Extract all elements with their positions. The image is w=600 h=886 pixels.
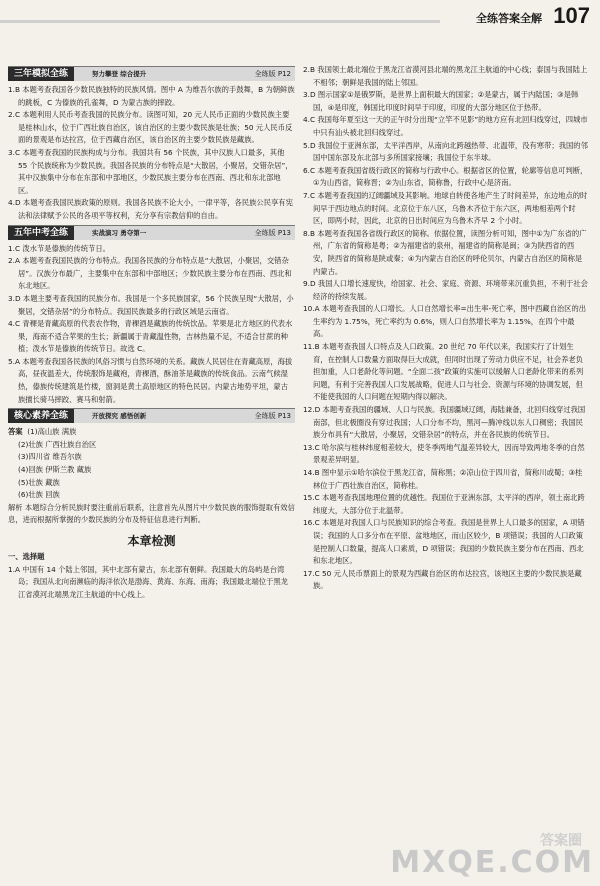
page-number: 107: [553, 3, 590, 28]
answer-item: 6.C 本题考查我国省级行政区的简称与行政中心。根据省区的位置，轮廓等信息可判断，①为山西省，简称晋；②为山东省，简称鲁，行政中心是济南。: [303, 165, 588, 188]
section-tag: 开放探究 感悟创新: [92, 412, 147, 421]
answer-item: 1.B 本题考查我国各少数民族独特的民族风情。图中 A 为维吾尔族的手鼓舞，B 为朝鲜族的跳板，C 为傣族的孔雀舞，D 为蒙古族的摔跤。: [8, 85, 295, 107]
answer-item: 12.D 本题考查我国的疆域、人口与民族。我国疆域辽阔，海陆兼备，北回归线穿过我国南部，但北极圈没有穿过我国；人口分布不均，黑河—腾冲线以东人口稠密；我国民族分布具有“大散居，小聚居，交错杂居”的特点，并在各民族的传统节日。: [303, 405, 586, 440]
answer-item: 5.D 我国位于亚洲东部，太平洋西岸，从南向北跨越热带、北温带，没有寒带；我国的邻国中国东部及东北部与多所国家接壤；我国位于东半球。: [303, 140, 588, 163]
section-tag: 实战演习 勇夺第一: [92, 228, 147, 237]
answer-value: (6)壮族 回族: [18, 490, 60, 500]
answer-item: 11.B 本题考查我国人口特点及人口政策。20 世纪 70 年代以来，我国实行了计划生育，在控制人口数量方面取得巨大成就，但同时出现了劳动力供应不足，社会养老负担加重，人口老龄化等问题。“全面二孩”政策的实施可以缓解人口老龄化带来的系列问题，有利于完善我国人口发展战略，促进人口与社会、资源与环境的协调发展，但不能使我国的人口问题在短期内得以解决。: [303, 342, 584, 402]
page-header: [0, 0, 600, 34]
answer-item: 16.C 本题是对我国人口与民族知识的综合考查。我国是世界上人口最多的国家，A 项错误；我国的人口多分布在平原、盆地地区，而山区较少，B 项错误；我国的人口政策是控制人口数量，提高人口素质，D 项错误；我国的少数民族主要分布在西南、西北和东北地区。: [303, 518, 585, 566]
answer-item: 4.D 本题考查我国民族政策的原则。我国各民族不论大小，一律平等，各民族公民享有宪法和法律赋予公民的各项平等权利，充分享有宗教信仰的自由。: [8, 198, 293, 220]
section-ref: 全练版 P12: [254, 70, 291, 78]
answer-line: [8, 426, 295, 439]
answer-item: 4.C 青稞是青藏高原的代表农作物，青稞酒是藏族的传统饮品。苹果是北方地区的代表水果，海南不适合苹果的生长；新疆属于青藏温性物，吉林热量不足，不适合甘蔗的种植；泼水节是傣族的传统节日。故选 C。: [8, 319, 293, 354]
answer-item: 7.C 本题考查我国的辽阔疆域及其影响。地球自转使各地产生了时间差异，东边地点的时间早于西边地点的时间。北京位于东八区，乌鲁木齐位于东六区，两地相差两个时区，即两小时，因此，北京的日出时间应为乌鲁木齐早 2 个小时。: [303, 190, 588, 226]
answer-label: 答案: [8, 427, 23, 437]
answer-item: 15.C 本题考查我国地理位置的优越性。我国位于亚洲东部，太平洋的西岸，领土南北跨纬度大，大部分位于北温带。: [303, 493, 585, 515]
header-title: 全练答案全解: [476, 12, 542, 25]
section-ref: 全练版 P13: [254, 228, 291, 237]
answer-item: 14.B 图中显示①哈尔滨位于黑龙江省，简称黑；②凉山位于四川省，简称川或蜀；③桂林位于广西壮族自治区，简称桂。: [303, 468, 583, 490]
section-tag: 努力攀登 综合提升: [92, 70, 147, 78]
answer-item: 2.A 本题考查我国民族的分布特点。我国各民族的分布特点是“大散居，小聚居，交错杂居”。汉族分布最广，主要集中在东部和中部地区；少数民族主要分布在西南、西北和东北地区。: [8, 256, 292, 291]
section-header-wunian: [8, 225, 295, 240]
answer-item: 5.A 本题考查我国各民族的风俗习惯与自然环境的关系。藏族人民居住在青藏高原，海拔高，昼夜温差大，传统服饰是藏袍，青稞酒，酥油茶是藏族的传统食品。云南气候湿热，傣族传统建筑是竹楼，窗洞是黄土高原地区的特色民居。内蒙古地势平坦，蒙古族擅长骑马摔跤、赛马和射箭。: [8, 356, 293, 404]
chapter-test-title: 本章检测: [127, 534, 176, 548]
section-ref: 全练版 P13: [254, 412, 291, 421]
answer-value: (1)高山族 满族: [27, 427, 77, 437]
analysis-text: 解析 本题综合分析民族时要注重前后联系，注意首先从图片中少数民族的服饰提取有效信息，进而根据所掌握的少数民族的分布及特征信息进行判断。: [8, 502, 295, 525]
chapter-test-subtitle: 一、选择题: [8, 552, 45, 561]
answer-value: (5)壮族 藏族: [18, 477, 60, 487]
answer-value: (4)回族 伊斯兰教 藏族: [18, 465, 92, 475]
answer-item: 1.A 中国有 14 个陆上邻国，其中北部有蒙古，东北部有朝鲜。我国最大的岛屿是台湾岛；我国从北向南濒临的海洋依次是渤海、黄海、东海、南海；我国最北端位于黑龙江省漠河北端黑龙江主航道的中心线上。: [8, 564, 288, 599]
answer-item: 8.B 本题考查我国各省级行政区的简称。依据位置，读图分析可知，图中①为广东省的广州，广东省的简称是粤；②为福建省的泉州，福建省的简称是闽；③为陕西省的西安，陕西省的简称是陕或秦；④为内蒙古自治区的呼伦贝尔，内蒙古自治区的简称是内蒙古。: [303, 228, 587, 276]
answer-value: (2)壮族 广西壮族自治区: [18, 439, 97, 449]
section-header-sannian: [8, 66, 295, 81]
left-column: [8, 64, 295, 601]
section-title: 三年模拟全练: [8, 67, 74, 81]
answer-item: 17.C 50 元人民币票面上的景观为西藏自治区的布达拉宫，该地区主要的少数民族是藏族。: [303, 568, 582, 591]
answer-item: 2.B 我国领土最北端位于黑龙江省漠河县北端的黑龙江主航道的中心线；泰国与我国陆上不相邻；朝鲜是我国的陆上邻国。: [303, 65, 588, 87]
right-column: [303, 64, 588, 593]
header-rule: [0, 20, 440, 23]
section-header-hexin: [8, 408, 295, 423]
section-title: 核心素养全练: [8, 409, 74, 423]
answer-item: 3.C 本题考查我国的民族构成与分布。我国共有 56 个民族，其中汉族人口最多，其他 55 个民族统称为少数民族。我国各民族的分布特点是“大散居，小聚居，交错杂居”，其中汉族集中分布在东部和中部地区，少数民族主要分布在西南、西北和东北部地区。: [8, 147, 293, 195]
answer-item: 10.A 本题考查我国的人口增长。人口自然增长率=出生率-死亡率，图中西藏自治区的出生率约为 1.75%，死亡率约为 0.6%，则人口自然增长率为 1.15%，在四个中最高。: [303, 304, 587, 339]
answer-item: 9.D 我国人口增长速度快，给国家、社会、家庭、资源、环境带来沉重负担，不利于社会经济的持续发展。: [303, 279, 588, 301]
section-title: 五年中考全练: [8, 226, 74, 240]
answer-item: 3.D 图示国家①是俄罗斯，是世界上面积最大的国家；②是蒙古，属于内陆国；③是韩国，④是印度，韩国比印度时间早于印度，印度的大部分地区位于热带。: [303, 90, 579, 112]
answer-item: 4.C 我国每年夏至这一天的正午时分出现“立竿不见影”的地方应有北回归线穿过，四城市中只有汕头被北回归线穿过。: [303, 115, 588, 137]
watermark-sub: 答案圈: [540, 833, 582, 849]
answer-item: 2.C 本题利用人民币考查我国的民族分布。读图可知，20 元人民币正面的少数民族主要是桂林山水，位于广西壮族自治区，该自治区的主要少数民族是壮族；50 元人民币反面的景观是布达拉宫，位于西藏自治区，该自治区的主要少数民族是藏族。: [8, 110, 293, 145]
answer-item: 3.D 本题主要考查我国的民族分布。我国是一个多民族国家，56 个民族呈现“大散居，小聚居，交错杂居”的分布特点。我国民族最多的行政区域是云南省。: [8, 293, 294, 316]
watermark: MXQE.COM: [390, 845, 594, 880]
answer-item: 1.C 泼水节是傣族的传统节日。: [8, 243, 110, 253]
answer-value: (3)四川省 维吾尔族: [18, 452, 82, 462]
answer-item: 13.C 哈尔滨与桂林纬度相差较大，使冬季两地气温差异较大，因而导致两地冬季的自然景观差异明显。: [303, 442, 585, 465]
